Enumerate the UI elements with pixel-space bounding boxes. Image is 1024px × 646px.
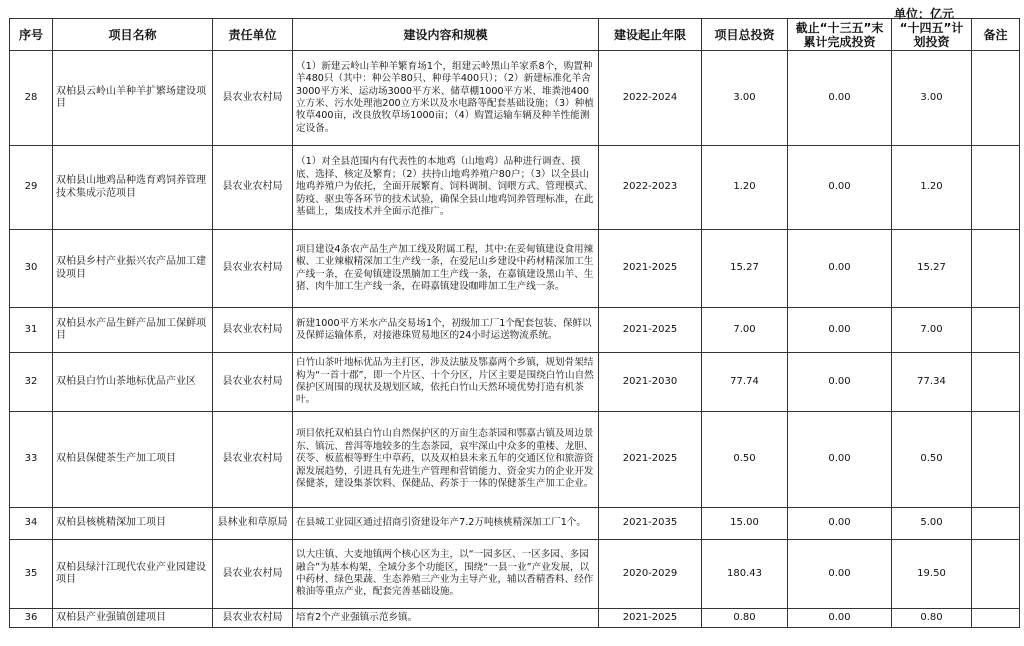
cell-period: 2021-2025 xyxy=(599,412,702,508)
cell-done: 0.00 xyxy=(788,353,892,412)
header-unit: 责任单位 xyxy=(213,19,293,51)
cell-name: 双柏县保健茶生产加工项目 xyxy=(53,412,213,508)
cell-period: 2021-2025 xyxy=(599,308,702,353)
cell-note xyxy=(972,412,1020,508)
cell-plan: 77.34 xyxy=(892,353,972,412)
cell-plan: 0.50 xyxy=(892,412,972,508)
table-row xyxy=(10,609,1020,628)
table-row xyxy=(10,230,1020,308)
cell-name: 双柏县白竹山茶地标优品产业区 xyxy=(53,353,213,412)
cell-unit: 县农业农村局 xyxy=(213,609,293,628)
cell-note xyxy=(972,230,1020,308)
cell-name: 双柏县云岭山羊种羊扩繁场建设项目 xyxy=(53,51,213,146)
cell-unit: 县农业农村局 xyxy=(213,230,293,308)
cell-note xyxy=(972,146,1020,230)
cell-unit: 县农业农村局 xyxy=(213,540,293,609)
cell-name: 双柏县产业强镇创建项目 xyxy=(53,609,213,628)
header-row xyxy=(10,19,1020,51)
cell-total: 180.43 xyxy=(702,540,788,609)
table-row xyxy=(10,51,1020,146)
cell-period: 2022-2024 xyxy=(599,51,702,146)
cell-content: 以大庄镇、大麦地镇两个核心区为主，以“一园多区、一区多园、多园融合”为基本构架，全域分多个功能区，围绕“一县一业”产业发展，以中药材、绿色果蔬、生态养殖三产业为主导产业，辅以香精香料、经作粮油等重点产业，配套完善基础设施。 xyxy=(293,540,599,609)
cell-done: 0.00 xyxy=(788,308,892,353)
cell-total: 15.27 xyxy=(702,230,788,308)
header-seq: 序号 xyxy=(10,19,53,51)
cell-plan: 0.80 xyxy=(892,609,972,628)
cell-seq: 36 xyxy=(10,609,53,628)
cell-unit: 县农业农村局 xyxy=(213,146,293,230)
table-row xyxy=(10,353,1020,412)
table-row xyxy=(10,508,1020,540)
cell-unit: 县农业农村局 xyxy=(213,412,293,508)
projects-table xyxy=(9,18,1020,628)
cell-note xyxy=(972,308,1020,353)
header-note: 备注 xyxy=(972,19,1020,51)
header-period: 建设起止年限 xyxy=(599,19,702,51)
cell-period: 2021-2025 xyxy=(599,609,702,628)
cell-period: 2020-2029 xyxy=(599,540,702,609)
cell-seq: 30 xyxy=(10,230,53,308)
cell-period: 2022-2023 xyxy=(599,146,702,230)
header-name: 项目名称 xyxy=(53,19,213,51)
table-row xyxy=(10,146,1020,230)
cell-plan: 19.50 xyxy=(892,540,972,609)
cell-period: 2021-2025 xyxy=(599,230,702,308)
table-row xyxy=(10,540,1020,609)
cell-note xyxy=(972,51,1020,146)
cell-note xyxy=(972,508,1020,540)
cell-name: 双柏县绿汁江现代农业产业园建设项目 xyxy=(53,540,213,609)
header-total: 项目总投资 xyxy=(702,19,788,51)
unit-label: 单位：亿元 xyxy=(894,7,955,21)
cell-content: 项目依托双柏县白竹山自然保护区的万亩生态茶园和鄂嘉古镇及周边景东、镇沅、普洱等地较多的生态茶园，哀牢深山中众多的重楼、龙胆、茯苓、板蓝根等野生中草药，以及双柏县未来五年的交通区位和旅游资源发展趋势，引进具有先进生产管理和营销能力、资金实力的企业开发保健茶，建设集茶饮料、保健品、药茶于一体的保健茶生产加工企业。 xyxy=(293,412,599,508)
table-row xyxy=(10,308,1020,353)
cell-seq: 28 xyxy=(10,51,53,146)
cell-plan: 5.00 xyxy=(892,508,972,540)
cell-plan: 15.27 xyxy=(892,230,972,308)
cell-total: 15.00 xyxy=(702,508,788,540)
cell-unit: 县林业和草原局 xyxy=(213,508,293,540)
cell-unit: 县农业农村局 xyxy=(213,353,293,412)
cell-done: 0.00 xyxy=(788,230,892,308)
cell-unit: 县农业农村局 xyxy=(213,308,293,353)
cell-note xyxy=(972,353,1020,412)
header-done: 截止“十三五”末累计完成投资 xyxy=(788,19,892,51)
cell-plan: 1.20 xyxy=(892,146,972,230)
cell-content: 项目建设4条农产品生产加工线及附属工程，其中:在妥甸镇建设食用辣椒、工业辣椒精深加工生产线一条，在爱尼山乡建设中药材精深加工生产线一条，在妥甸镇建设黑腩加工生产线一条，在嘉镇建设黑山羊、生猪、肉牛加工生产线一条，在碍嘉镇建设咖啡加工生产线一条。 xyxy=(293,230,599,308)
cell-done: 0.00 xyxy=(788,508,892,540)
cell-seq: 32 xyxy=(10,353,53,412)
cell-total: 77.74 xyxy=(702,353,788,412)
cell-content: 白竹山茶叶地标优品为主打区，涉及法脿及鄂嘉两个乡镇，规划骨架结构为“一首十郡”，即一个片区、十个分区，片区主要是围绕白竹山自然保护区周围的现状及规划区域，依托白竹山天然环境优势打造有机茶叶。 xyxy=(293,353,599,412)
cell-name: 双柏县核桃精深加工项目 xyxy=(53,508,213,540)
cell-seq: 29 xyxy=(10,146,53,230)
cell-content: 新建1000平方米水产品交易场1个，初级加工厂1个配套包装、保鲜以及保鲜运输体系，对接港珠贸易地区的24小时运送物流系统。 xyxy=(293,308,599,353)
cell-name: 双柏县水产品生鲜产品加工保鲜项目 xyxy=(53,308,213,353)
cell-note xyxy=(972,540,1020,609)
cell-total: 1.20 xyxy=(702,146,788,230)
cell-done: 0.00 xyxy=(788,146,892,230)
cell-period: 2021-2030 xyxy=(599,353,702,412)
cell-content: （1）对全县范围内有代表性的本地鸡（山地鸡）品种进行调查、摸底、选择、核定及繁育；（2）扶持山地鸡养殖户80户；（3）以全县山地鸡养殖户为依托，全面开展繁育、饲料调制、饲喂方式、管理模式、防疫、驱虫等各环节的技术试验，确保全县山地鸡饲养管理标准，在此基础上，集成技术并全面示范推广。 xyxy=(293,146,599,230)
table-row xyxy=(10,412,1020,508)
cell-content: （1）新建云岭山羊种羊繁育场1个，组建云岭黑山羊家系8个，购置种羊480只（其中：种公羊80只、种母羊400只）；（2）新建标准化羊舍3000平方米、运动场3000平方米、储草棚1000平方米、堆粪池400立方米、污水处理池200立方米以及水电路等配套基础设施；（3）种植牧草400亩，改良放牧草场1000亩；（4）购置运输车辆及种羊性能测定设备。 xyxy=(293,51,599,146)
cell-done: 0.00 xyxy=(788,51,892,146)
cell-seq: 33 xyxy=(10,412,53,508)
cell-total: 0.80 xyxy=(702,609,788,628)
cell-done: 0.00 xyxy=(788,412,892,508)
cell-done: 0.00 xyxy=(788,609,892,628)
cell-content: 培育2个产业强镇示范乡镇。 xyxy=(293,609,599,628)
cell-period: 2021-2035 xyxy=(599,508,702,540)
cell-total: 3.00 xyxy=(702,51,788,146)
cell-plan: 3.00 xyxy=(892,51,972,146)
cell-total: 7.00 xyxy=(702,308,788,353)
cell-plan: 7.00 xyxy=(892,308,972,353)
cell-name: 双柏县乡村产业振兴农产品加工建设项目 xyxy=(53,230,213,308)
cell-seq: 35 xyxy=(10,540,53,609)
cell-content: 在县城工业园区通过招商引资建设年产7.2万吨核桃精深加工厂1个。 xyxy=(293,508,599,540)
cell-name: 双柏县山地鸡品种选育鸡饲养管理技术集成示范项目 xyxy=(53,146,213,230)
cell-seq: 31 xyxy=(10,308,53,353)
cell-unit: 县农业农村局 xyxy=(213,51,293,146)
header-plan: “十四五”计划投资 xyxy=(892,19,972,51)
header-content: 建设内容和规模 xyxy=(293,19,599,51)
cell-note xyxy=(972,609,1020,628)
cell-done: 0.00 xyxy=(788,540,892,609)
cell-seq: 34 xyxy=(10,508,53,540)
cell-total: 0.50 xyxy=(702,412,788,508)
